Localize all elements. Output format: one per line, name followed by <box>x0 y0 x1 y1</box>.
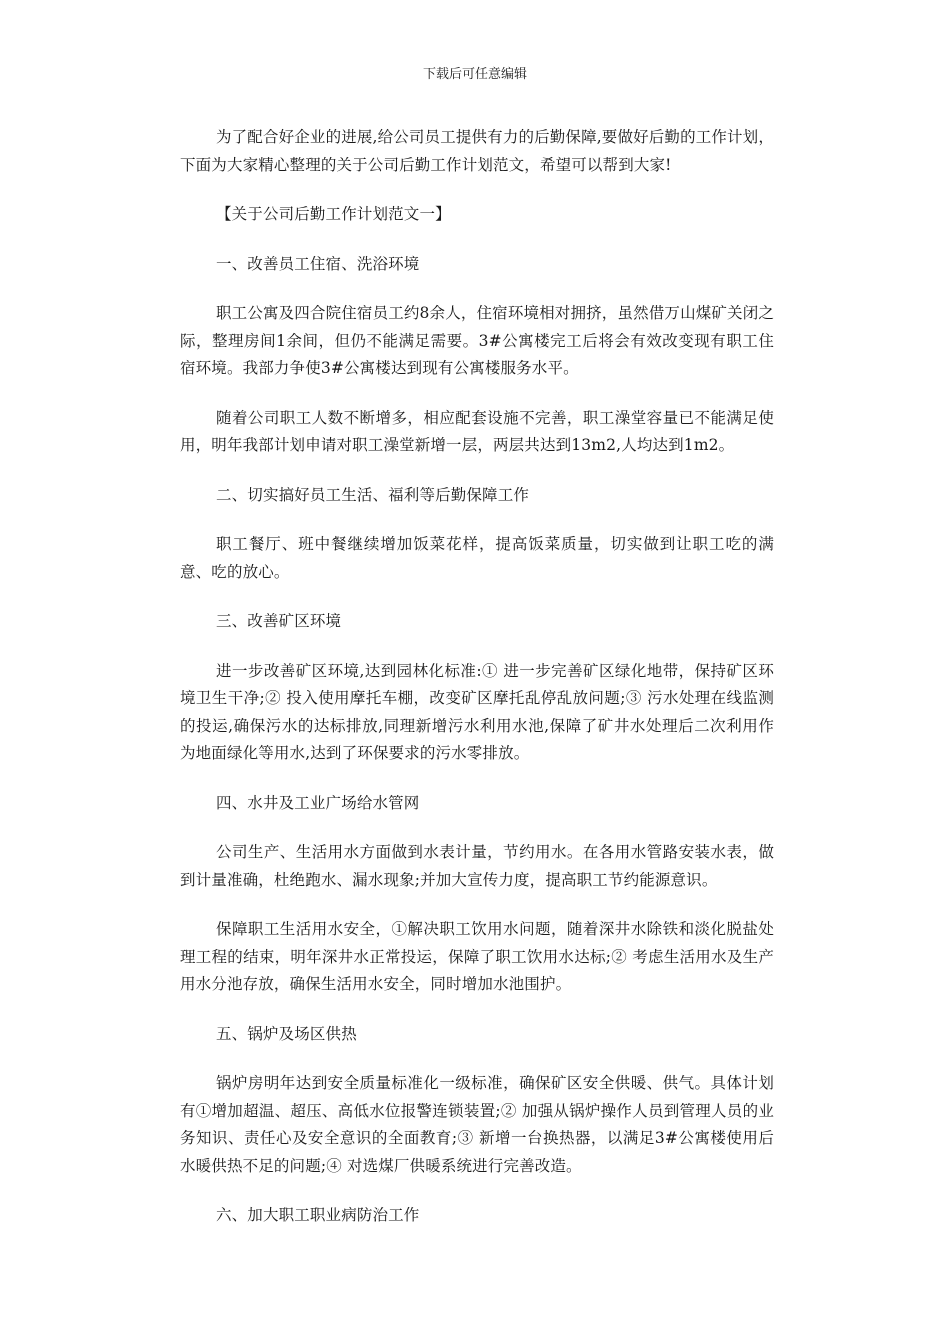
section-heading-3: 三、改善矿区环境 <box>216 612 342 630</box>
paragraph-dormitory: 职工公寓及四合院住宿员工约8余人，住宿环境相对拥挤，虽然借万山煤矿关闭之际，整理房间1余间，但仍不能满足需要。3#公寓楼完工后将会有效改变现有职工住宿环境。我部力争使3#公寓楼达到现有公寓楼服务水平。 <box>180 304 774 377</box>
paragraph-water-metering: 公司生产、生活用水方面做到水表计量，节约用水。在各用水管路安装水表，做到计量准确，杜绝跑水、漏水现象;并加大宣传力度，提高职工节约能源意识。 <box>180 843 774 889</box>
article-title: 【关于公司后勤工作计划范文一】 <box>216 205 451 223</box>
section-heading-1: 一、改善员工住宿、洗浴环境 <box>216 254 420 273</box>
paragraph-bathhouse: 随着公司职工人数不断增多，相应配套设施不完善，职工澡堂容量已不能满足使用，明年我部计划申请对职工澡堂新增一层，两层共达到13m2,人均达到1m2。 <box>180 408 774 454</box>
paragraph-canteen: 职工餐厅、班中餐继续增加饭菜花样，提高饭菜质量，切实做到让职工吃的满意、吃的放心。 <box>180 535 774 581</box>
paragraph-mine-environment: 进一步改善矿区环境,达到园林化标准:① 进一步完善矿区绿化地带，保持矿区环境卫生干净;② 投入使用摩托车棚，改变矿区摩托乱停乱放问题;③ 污水处理在线监测的投运,确保污水的达标排放,同理新增污水利用水池,保障了矿井水处理后二次利用作为地面绿化等用水,达到了环保要求的污水零排放。 <box>180 661 774 762</box>
paragraph-boiler: 锅炉房明年达到安全质量标准化一级标准，确保矿区安全供暖、供气。具体计划有①增加超温、超压、高低水位报警连锁装置;② 加强从锅炉操作人员到管理人员的业务知识、责任心及安全意识的全面教育;③ 新增一台换热器，以满足3#公寓楼使用后水暖供热不足的问题;④ 对选煤厂供暖系统进行完善改造。 <box>180 1074 774 1175</box>
section-heading-6: 六、加大职工职业病防治工作 <box>216 1206 420 1224</box>
document-body <box>180 124 774 1230</box>
intro-paragraph: 为了配合好企业的进展,给公司员工提供有力的后勤保障,要做好后勤的工作计划，下面为大家精心整理的关于公司后勤工作计划范文，希望可以帮到大家! <box>180 128 774 174</box>
section-heading-5: 五、锅炉及场区供热 <box>216 1024 357 1043</box>
page-header: 下载后可任意编辑 <box>422 67 527 82</box>
paragraph-water-safety: 保障职工生活用水安全，①解决职工饮用水问题，随着深井水除铁和淡化脱盐处理工程的结束，明年深井水正常投运，保障了职工饮用水达标;② 考虑生活用水及生产用水分池存放，确保生活用水安全，同时增加水池围护。 <box>180 920 774 993</box>
section-heading-2: 二、切实搞好员工生活、福利等后勤保障工作 <box>216 485 530 504</box>
section-heading-4: 四、水井及工业广场给水管网 <box>216 793 420 812</box>
